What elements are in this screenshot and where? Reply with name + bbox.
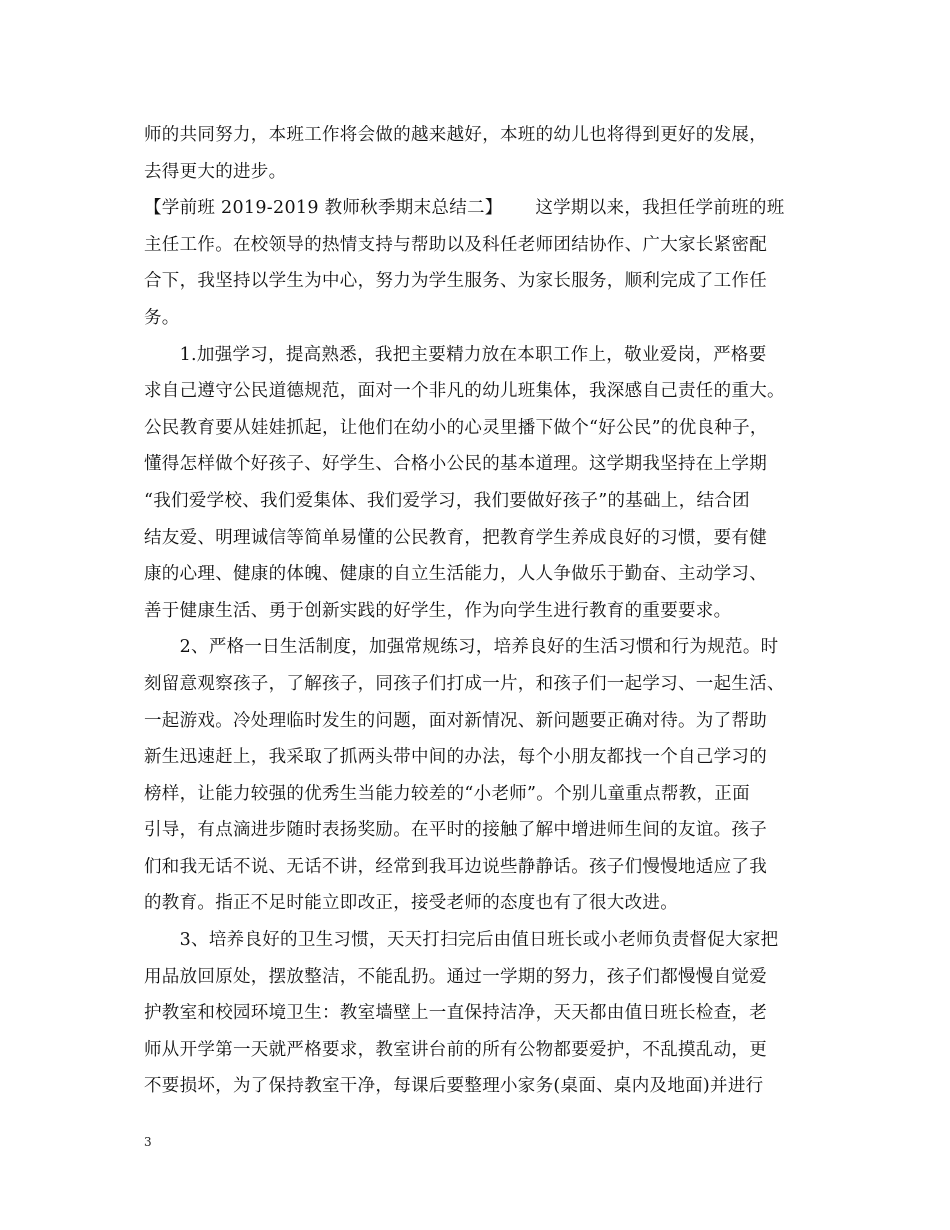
text-line: 结友爱、明理诚信等简单易懂的公民教育，把教育学生养成良好的习惯，要有健 (144, 527, 767, 548)
body-text (144, 117, 814, 1105)
text-line: 去得更大的进步。 (144, 161, 287, 182)
text-line: 1.加强学习，提高熟悉，我把主要精力放在本职工作上，敬业爱岗，严格要 (144, 344, 767, 365)
text-line: 一起游戏。冷处理临时发生的问题，面对新情况、新问题要正确对待。为了帮助 (144, 710, 767, 731)
text-line: 新生迅速赶上，我采取了抓两头带中间的办法，每个小朋友都找一个自己学习的 (144, 747, 767, 768)
text-line: 刻留意观察孩子，了解孩子，同孩子们打成一片，和孩子们一起学习、一起生活、 (144, 673, 785, 694)
text-line: 公民教育要从娃娃抓起，让他们在幼小的心灵里播下做个“好公民”的优良种子， (144, 417, 768, 438)
text-line: 的教育。指正不足时能立即改正，接受老师的态度也有了很大改进。 (144, 893, 678, 914)
text-line: 务。 (144, 307, 180, 328)
text-line: 3、培养良好的卫生习惯，天天打扫完后由值日班长或小老师负责督促大家把 (144, 930, 779, 951)
text-line: 主任工作。在校领导的热情支持与帮助以及科任老师团结协作、广大家长紧密配 (144, 234, 767, 255)
text-line: 引导，有点滴进步随时表扬奖励。在平时的接触了解中增进师生间的友谊。孩子 (144, 820, 767, 841)
text-line: 善于健康生活、勇于创新实践的好学生，作为向学生进行教育的重要要求。 (144, 600, 732, 621)
page-number: 3 (144, 1135, 152, 1149)
text-line: 不要损坏，为了保持教室干净，每课后要整理小家务(桌面、桌内及地面)并进行 (144, 1076, 764, 1097)
text-line: 康的心理、健康的体魄、健康的自立生活能力，人人争做乐于勤奋、主动学习、 (144, 564, 767, 585)
text-line: 求自己遵守公民道德规范，面对一个非凡的幼儿班集体，我深感自己责任的重大。 (144, 381, 785, 402)
text-line: 用品放回原处，摆放整洁，不能乱扔。通过一学期的努力，孩子们都慢慢自觉爱 (144, 966, 767, 987)
text-line: 护教室和校园环境卫生：教室墙壁上一直保持洁净，天天都由值日班长检查，老 (144, 1003, 767, 1024)
text-line: 合下，我坚持以学生为中心，努力为学生服务、为家长服务，顺利完成了工作任 (144, 271, 767, 292)
text-line: 2、严格一日生活制度，加强常规练习，培养良好的生活习惯和行为规范。时 (144, 637, 779, 658)
text-line: 榜样，让能力较强的优秀生当能力较差的“小老师”。个别儿童重点帮教，正面 (144, 783, 750, 804)
text-line: 懂得怎样做个好孩子、好学生、合格小公民的基本道理。这学期我坚持在上学期 (144, 454, 767, 475)
text-line: 们和我无话不说、无话不讲，经常到我耳边说些静静话。孩子们慢慢地适应了我 (144, 856, 767, 877)
section-heading-line: 【学前班 2019-2019 教师秋季期末总结二】 这学期以来，我担任学前班的班 (144, 198, 785, 219)
text-line: 师从开学第一天就严格要求，教室讲台前的所有公物都要爱护，不乱摸乱动，更 (144, 1039, 767, 1060)
text-line: 师的共同努力，本班工作将会做的越来越好，本班的幼儿也将得到更好的发展， (144, 125, 767, 145)
text-line: “我们爱学校、我们爱集体、我们爱学习，我们要做好孩子”的基础上，结合团 (144, 490, 750, 511)
